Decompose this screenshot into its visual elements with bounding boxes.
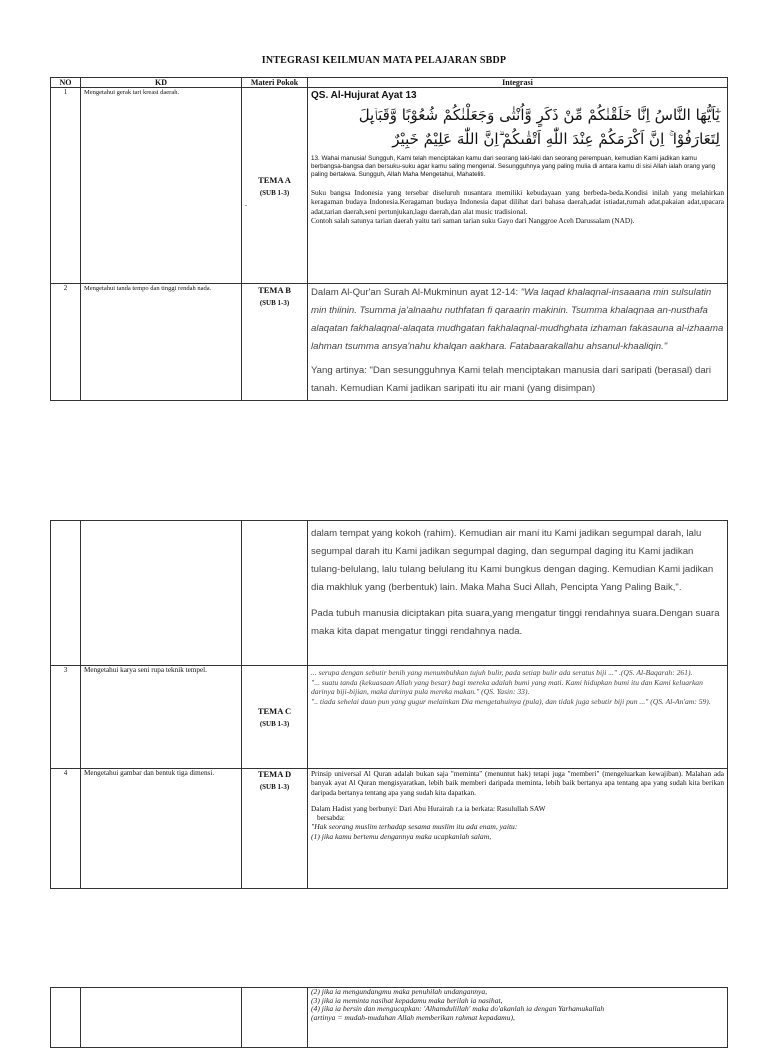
row-number <box>51 988 81 1048</box>
table-row <box>51 769 728 889</box>
row-materi-pokok <box>242 88 308 284</box>
header-integrasi: Integrasi <box>308 78 728 88</box>
tema-label: TEMA A <box>258 174 291 185</box>
tema-label: TEMA B <box>258 285 291 295</box>
row-kd: Mengetahui karya seni rupa teknik tempel. <box>81 666 242 769</box>
verse-translation: 13. Wahai manusia! Sungguh, Kami telah menciptakan kamu dari seorang laki-laki dan seorang perempuan, kemudian Kami jadikan kamu berbangsa-bangsa dan bersuku-suku agar kamu saling mengenal. Sesungguhnya yang paling mulia di antara kamu di sisi Allah ialah orang yang paling bertakwa. Sungguh, Allah Maha Mengetahui, Mahateliti. <box>311 155 716 178</box>
hadith-line-4: (3) jika ia meminta nasihat kepadamu maka berilah ia nasihat, <box>311 995 503 1005</box>
header-kd: KD <box>81 78 242 88</box>
row-number: 1 <box>51 88 81 284</box>
vocal-cords-paragraph: Pada tubuh manusia diciptakan pita suara,yang mengatur tinggi rendahnya suara.Dengan suara maka kita dapat mengatur tinggi rendahnya nada. <box>311 608 720 637</box>
row-integrasi <box>308 521 728 666</box>
row-materi-pokok <box>242 666 308 769</box>
quote-baqarah: ... serupa dengan sebutir benih yang menumbuhkan tujuh bulir, pada setiap bulir ada seratus biji ..." .(QS. Al-Baqarah: 261). <box>311 668 693 677</box>
hadith-line-3: (2) jika ia mengundangmu maka penuhilah undangannya, <box>311 987 488 996</box>
continued-meaning: dalam tempat yang kokoh (rahim). Kemudian air mani itu Kami jadikan segumpal darah, lalu segumpal darah itu Kami jadikan segumpal daging, dan segumpal daging itu Kami jadikan tulang-belulang, lalu tulang belulang itu Kami bungkus dengan daging. Kemudian Kami jadikan dia makhluk yang (berbentuk) lain. Maka Maha Suci Allah, Pencipta Yang Paling Baik,". <box>311 528 714 593</box>
header-no: NO <box>51 78 81 88</box>
stray-mark: - <box>245 203 247 209</box>
row-number: 2 <box>51 284 81 401</box>
sub-label: (SUB 1-3) <box>259 299 290 307</box>
row-number <box>51 521 81 666</box>
tema-label: TEMA D <box>257 769 292 779</box>
table-header-row <box>51 78 728 88</box>
quote-yasin: "... suatu tanda (kekuasaan Allah yang besar) bagi mereka adalah bumi yang mati. Kami hidupkan bumi itu dan Kami keluarkan darinya biji-bijian, maka darinya pula mereka makan." (QS. Yasin: 33). <box>311 677 703 696</box>
sub-label: (SUB 1-3) <box>259 720 290 728</box>
sub-label: (SUB 1-3) <box>259 188 290 197</box>
culture-paragraph: Suku bangsa Indonesia yang tersebar diseluruh nusantara memiliki kebudayaan yang berbeda-beda.Kondisi inilah yang melahirkan keragaman budaya Indonesia.Keragaman budaya Indonesia dapat dilihat dari bahasa daerah,adat istiadat,rumah adat,pakaian adat,upacara adat,tarian daerah,seni pertunjukan,lagu daerah,dan alat music tradisional. <box>311 188 724 216</box>
row-integrasi <box>308 284 728 401</box>
saman-paragraph: Contoh salah satunya tarian daerah yaitu tari saman tarian suku Gayo dari Nanggroe Aceh Darussalam (NAD). <box>311 215 635 225</box>
arabic-verse: يٰٓاَيُّهَا النَّاسُ اِنَّا خَلَقْنٰكُمْ مِّنْ ذَكَرٍ وَّاُنْثٰى وَجَعَلْنٰكُمْ شُعُوْبًا وَّقَبَاۤىِٕلَ لِتَعَارَفُوْا ۚ اِنَّ اَكْرَمَكُمْ عِنْدَ اللّٰهِ اَتْقٰىكُمْ ۗاِنَّ اللّٰهَ عَلِيْمٌ خَبِيْرٌ <box>358 106 720 148</box>
row-kd: Mengetahui tanda tempo dan tinggi rendah nada. <box>81 284 242 401</box>
meaning-text: Yang artinya: "Dan sesungguhnya Kami telah menciptakan manusia dari saripati (berasal) dari tanah. Kemudian Kami jadikan saripati itu air mani (yang disimpan) <box>311 365 711 394</box>
row-materi-pokok <box>242 988 308 1048</box>
integration-table-page1 <box>50 77 728 401</box>
table-row <box>51 521 728 666</box>
hadith-said: bersabda: <box>317 813 345 823</box>
surah-intro: Dalam Al-Qur'an Surah Al-Mukminun ayat 12-14: <box>311 287 521 298</box>
hadith-line-5: (4) jika ia bersin dan mengucapkan: 'Alhamdulillah' maka do'akanlah ia dengan Yarhamukallah <box>311 1004 605 1013</box>
row-number: 4 <box>51 769 81 889</box>
integration-table-page2 <box>50 520 728 889</box>
row-kd: Mengetahui gerak tari kreasi daerah. <box>81 88 242 284</box>
hadith-line-1: "Hak seorang muslim terhadap sesama muslim itu ada enam, yaitu: <box>311 822 518 832</box>
row-integrasi <box>308 769 728 889</box>
row-kd <box>81 988 242 1048</box>
document-title: INTEGRASI KEILMUAN MATA PELAJARAN SBDP <box>261 55 507 66</box>
table-row <box>51 88 728 284</box>
latin-transliteration: "Wa laqad khalaqnal-insaaana min sulsulatin min thiinin. Tsumma ja'alnaahu nuthfatan fi qaraarin makinin. Tsumma khalaqnaa an-nusthafa alaqatan fakhalaqnal-alaqata mudhgatan fakhalaqnal-mudhghata izhaman fakasauna al-izhaama lahman tsumma ansya'nahu khalqan aakhara. Fatabaarakallahu ahsanul-khaaliqin." <box>311 287 724 352</box>
integration-table-page3 <box>50 987 728 1048</box>
row-kd: Mengetahui gambar dan bentuk tiga dimensi. <box>81 769 242 889</box>
row-integrasi <box>308 88 728 284</box>
row-kd <box>81 521 242 666</box>
quote-anam: ".. tiada sehelai daun pun yang gugur melainkan Dia mengetahuinya (pula), dan tidak juga sebutir biji pun ..." (QS. Al-An'am: 59). <box>311 696 711 706</box>
principle-paragraph: Prinsip universal Al Quran adalah bukan saja "meminta" (menuntut hak) tetapi juga "memberi" (mengeluarkan kewajiban). Malahan ada banyak ayat Al Quran mengisyaratkan, lebih baik memberi daripada meminta, lebih baik bertanya apa tentang apa yang sudah kita berikan daripada bertanya tentang apa yang sudah kita dapatkan. <box>311 769 724 797</box>
row-materi-pokok <box>242 521 308 666</box>
hadith-line-2: (1) jika kamu bertemu dengannya maka ucapkanlah salam, <box>311 831 492 841</box>
hadith-intro: Dalam Hadist yang berbunyi: Dari Abu Hurairah r.a ia berkata: Rasulullah SAW <box>311 803 546 813</box>
table-row <box>51 284 728 401</box>
mukminun-text <box>311 284 724 356</box>
table-row <box>51 988 728 1048</box>
table-row <box>51 666 728 769</box>
header-materi-pokok: Materi Pokok <box>242 78 308 88</box>
row-number: 3 <box>51 666 81 769</box>
row-integrasi <box>308 666 728 769</box>
tema-label: TEMA C <box>257 706 292 716</box>
row-materi-pokok <box>242 769 308 889</box>
row-materi-pokok <box>242 284 308 401</box>
row-integrasi <box>308 988 728 1048</box>
sub-label: (SUB 1-3) <box>259 783 290 791</box>
hadith-line-6: (artinya = mudah-mudahan Allah memberikan rahmat kepadamu), <box>311 1012 515 1022</box>
qs-heading: QS. Al-Hujurat Ayat 13 <box>311 90 417 101</box>
